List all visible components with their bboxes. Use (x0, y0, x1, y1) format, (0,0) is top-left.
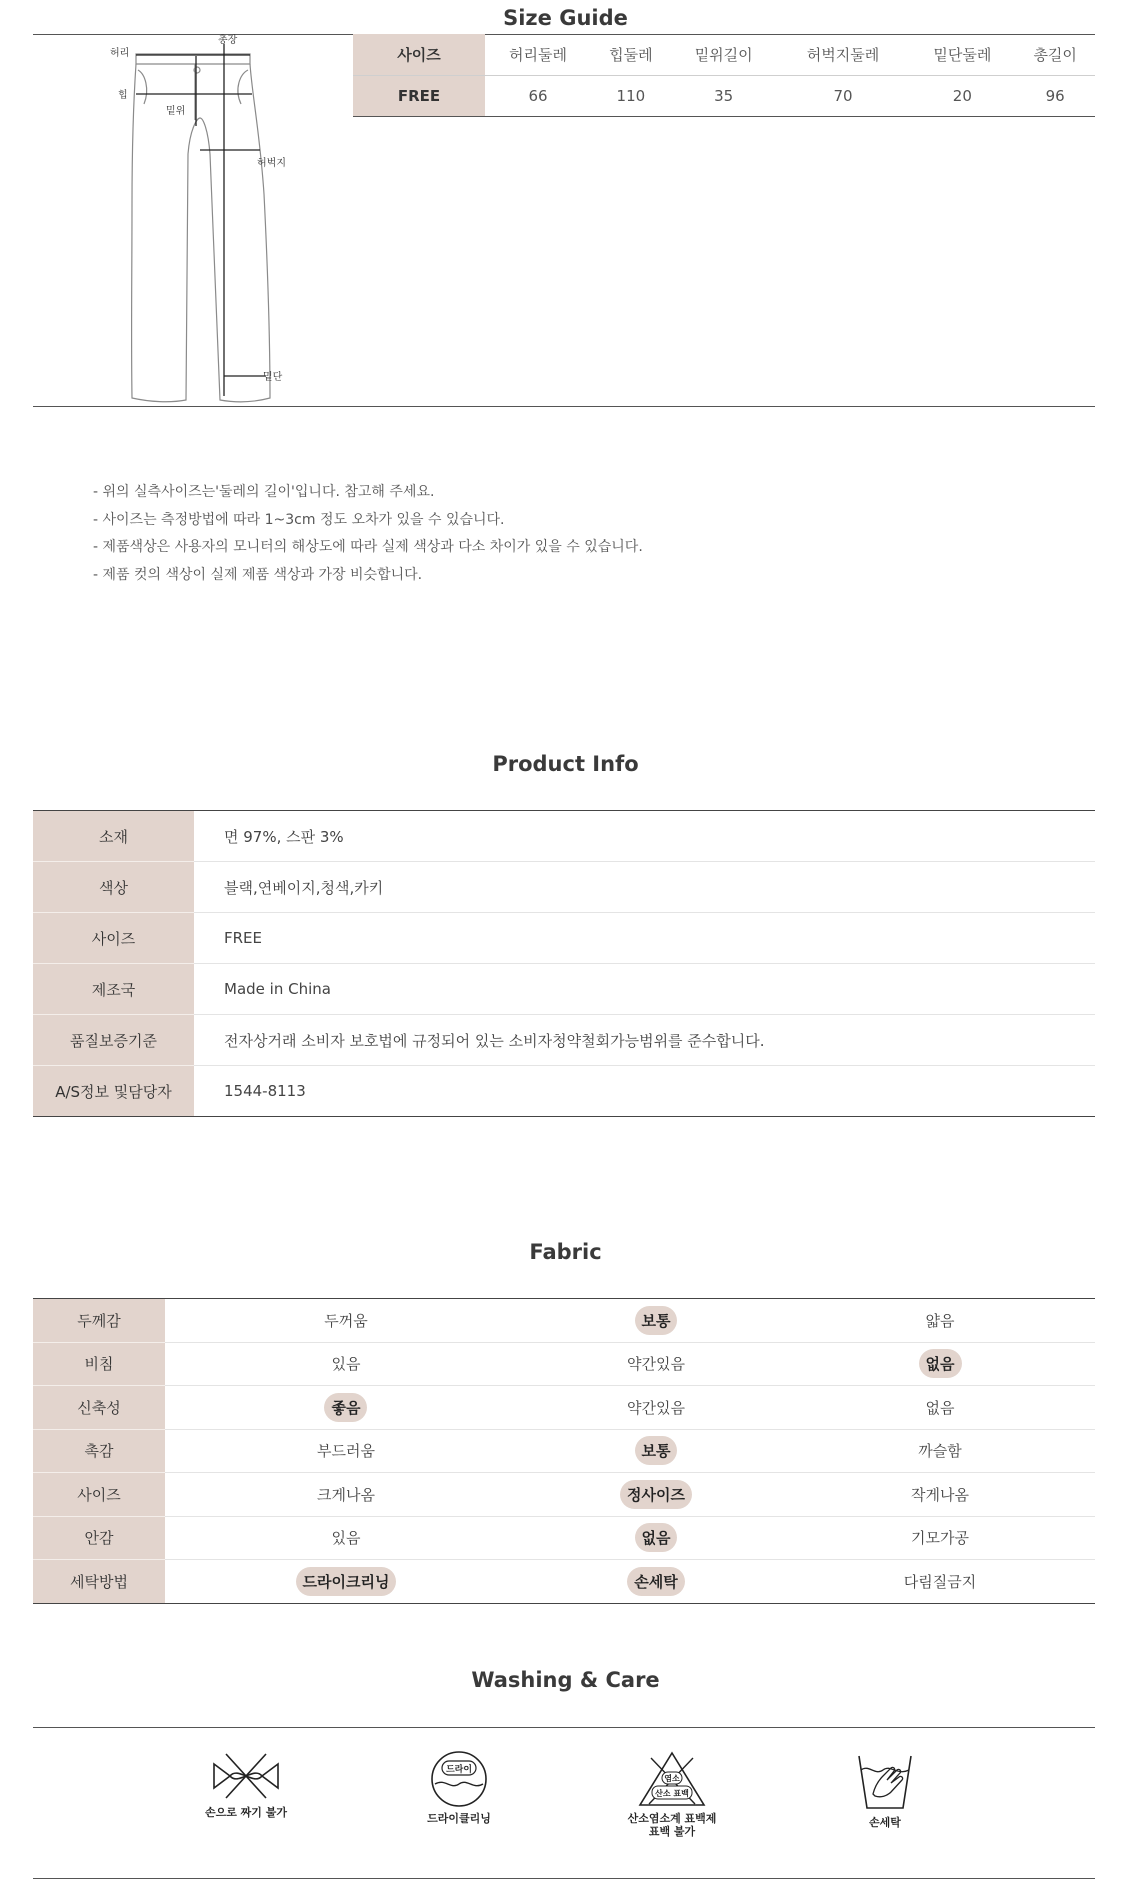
no-wring-icon (208, 1750, 284, 1802)
fabric-table (33, 1298, 1095, 1604)
fabric-option-selected: 없음 (635, 1523, 678, 1552)
hand-wash-icon (853, 1750, 917, 1812)
size-table-value-row (353, 75, 1095, 116)
no-bleach-icon-text: 산소 표백 (655, 1789, 689, 1798)
size-value: 96 (1015, 75, 1095, 116)
size-value: 35 (671, 75, 777, 116)
info-row (33, 964, 1095, 1015)
info-row (33, 811, 1095, 862)
fabric-option-selected: 손세탁 (627, 1567, 684, 1596)
fabric-row (33, 1342, 1095, 1386)
fabric-row (33, 1560, 1095, 1604)
info-value: 면 97%, 스판 3% (194, 811, 1095, 862)
fabric-option-cell (527, 1342, 785, 1386)
size-col-header: 밑단둘레 (909, 34, 1015, 75)
wash-label-line: 표백 불가 (648, 1825, 696, 1838)
fabric-option-selected: 보통 (635, 1436, 678, 1465)
info-value: 블랙,연베이지,청색,카키 (194, 862, 1095, 913)
fabric-label: 안감 (33, 1516, 165, 1560)
fabric-label: 세탁방법 (33, 1560, 165, 1604)
info-row (33, 1015, 1095, 1066)
info-value: 전자상거래 소비자 보호법에 규정되어 있는 소비자청약철회가능범위를 준수합니다. (194, 1015, 1095, 1066)
fabric-option-cell (785, 1473, 1095, 1517)
fabric-option-cell (527, 1299, 785, 1343)
fabric-label: 촉감 (33, 1429, 165, 1473)
fabric-option-selected: 좋음 (324, 1393, 367, 1422)
note-line: - 제품색상은 사용자의 모니터의 해상도에 따라 실제 색상과 다소 차이가 있을 수 있습니다. (93, 539, 643, 555)
size-notes (93, 479, 643, 589)
fabric-row (33, 1299, 1095, 1343)
wash-item-dry-clean (389, 1750, 529, 1825)
fabric-option: 두꺼움 (324, 1311, 368, 1330)
fabric-option: 없음 (925, 1398, 955, 1417)
fabric-option-cell (527, 1386, 785, 1430)
product-info-title: Product Info (492, 752, 639, 776)
size-col-header: 허벅지둘레 (777, 34, 910, 75)
size-row-label: FREE (353, 75, 485, 116)
fabric-row (33, 1386, 1095, 1430)
fabric-option: 작게나옴 (911, 1485, 969, 1504)
fabric-option-selected: 드라이크리닝 (296, 1567, 397, 1596)
note-line: - 사이즈는 측정방법에 따라 1~3cm 정도 오차가 있을 수 있습니다. (93, 511, 505, 528)
fabric-option-cell (785, 1560, 1095, 1604)
size-col-header: 힙둘레 (591, 34, 671, 75)
fabric-option-cell (785, 1342, 1095, 1386)
label-rise: 밑위 (166, 106, 186, 117)
fabric-option-cell (165, 1516, 527, 1560)
fabric-option-selected: 없음 (919, 1349, 962, 1378)
fabric-row (33, 1473, 1095, 1517)
product-info-table (33, 810, 1095, 1117)
fabric-row (33, 1429, 1095, 1473)
label-hem: 밑단 (263, 372, 283, 383)
wash-item-no-wring (176, 1750, 316, 1819)
fabric-option-cell (785, 1516, 1095, 1560)
size-col-header: 밑위길이 (671, 34, 777, 75)
fabric-option-cell (527, 1429, 785, 1473)
size-header-label: 사이즈 (353, 34, 485, 75)
fabric-option-cell (785, 1299, 1095, 1343)
fabric-option: 약간있음 (627, 1398, 685, 1417)
fabric-option: 있음 (331, 1529, 361, 1548)
size-col-header: 허리둘레 (485, 34, 591, 75)
wash-label (602, 1812, 742, 1838)
info-row (33, 1066, 1095, 1117)
note-line: - 위의 실측사이즈는'둘레의 길이'입니다. 참고해 주세요. (93, 484, 435, 500)
no-bleach-icon (637, 1750, 707, 1808)
info-label: 사이즈 (33, 913, 194, 964)
size-guide-title: Size Guide (503, 6, 628, 30)
wash-label-line: 산소염소계 표백제 (627, 1812, 717, 1825)
fabric-option: 다림질금지 (903, 1572, 977, 1591)
info-label: 색상 (33, 862, 194, 913)
wash-item-hand-wash (815, 1750, 955, 1829)
fabric-option: 크게나옴 (317, 1485, 375, 1504)
fabric-row (33, 1516, 1095, 1560)
label-hip: 힙 (118, 90, 128, 101)
label-length: 총장 (218, 35, 238, 46)
fabric-option-selected: 정사이즈 (620, 1480, 692, 1509)
info-value: FREE (194, 913, 1095, 964)
fabric-option-cell (165, 1299, 527, 1343)
fabric-option: 얇음 (925, 1311, 955, 1330)
wash-label: 손으로 짜기 불가 (204, 1806, 288, 1819)
info-row (33, 862, 1095, 913)
size-col-header: 총길이 (1015, 34, 1095, 75)
label-thigh: 허벅지 (257, 158, 286, 169)
fabric-label: 신축성 (33, 1386, 165, 1430)
size-value: 20 (909, 75, 1015, 116)
fabric-option: 있음 (331, 1355, 361, 1374)
fabric-option: 까슬함 (918, 1442, 962, 1461)
fabric-label: 사이즈 (33, 1473, 165, 1517)
size-value: 66 (485, 75, 591, 116)
wash-item-no-bleach (602, 1750, 742, 1838)
info-value: 1544-8113 (224, 1082, 306, 1100)
fabric-option-cell (785, 1429, 1095, 1473)
fabric-option-cell (527, 1560, 785, 1604)
fabric-option-selected: 보통 (635, 1306, 678, 1335)
fabric-option-cell (165, 1473, 527, 1517)
note-line: - 제품 컷의 색상이 실제 제품 색상과 가장 비슷합니다. (93, 566, 423, 583)
fabric-option: 기모가공 (911, 1529, 969, 1548)
fabric-option-cell (527, 1473, 785, 1517)
size-table-header-row (353, 34, 1095, 75)
size-table (353, 34, 1095, 117)
no-bleach-icon-text: 염소 (664, 1774, 680, 1783)
fabric-option-cell (165, 1342, 527, 1386)
info-label: 품질보증기준 (33, 1015, 194, 1066)
fabric-title: Fabric (529, 1240, 602, 1264)
info-row (33, 913, 1095, 964)
dry-clean-icon (427, 1750, 491, 1808)
size-value: 110 (591, 75, 671, 116)
fabric-option-cell (165, 1560, 527, 1604)
fabric-option-cell (785, 1386, 1095, 1430)
fabric-option: 약간있음 (627, 1355, 685, 1374)
fabric-option-cell (527, 1516, 785, 1560)
fabric-option-cell (165, 1386, 527, 1430)
washing-care-title: Washing & Care (471, 1668, 660, 1692)
wash-label: 손세탁 (869, 1816, 901, 1829)
fabric-label: 두께감 (33, 1299, 165, 1343)
fabric-option: 부드러움 (317, 1442, 375, 1461)
label-waist: 허리 (110, 48, 130, 59)
size-value: 70 (777, 75, 910, 116)
info-value: Made in China (194, 964, 1095, 1015)
pants-diagram (100, 34, 300, 407)
dry-clean-icon-text: 드라이 (445, 1765, 473, 1775)
info-label: A/S정보 및담당자 (33, 1066, 194, 1117)
info-label: 소재 (33, 811, 194, 862)
fabric-label: 비침 (33, 1342, 165, 1386)
info-label: 제조국 (33, 964, 194, 1015)
fabric-option-cell (165, 1429, 527, 1473)
wash-label: 드라이클리닝 (427, 1812, 491, 1825)
